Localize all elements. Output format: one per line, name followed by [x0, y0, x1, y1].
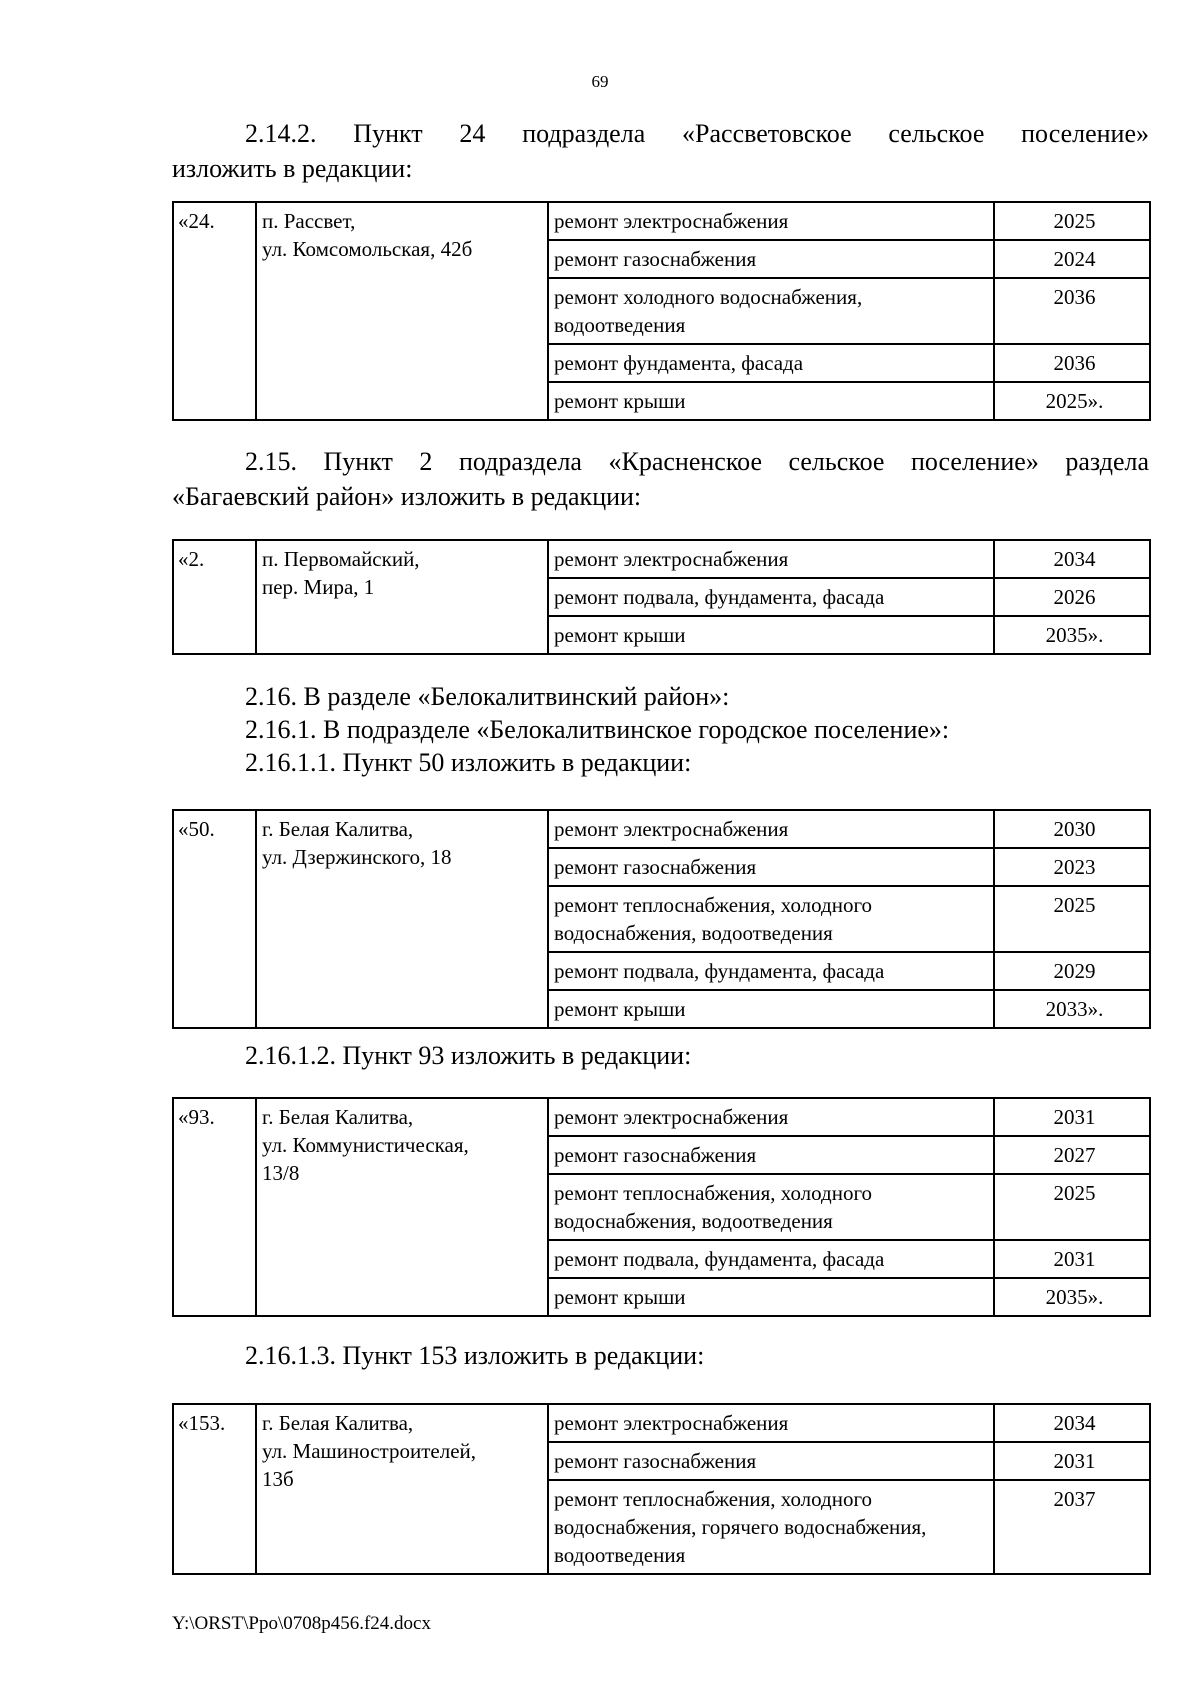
work-cell: ремонт крыши	[548, 616, 994, 654]
year-cell: 2023	[994, 848, 1150, 886]
year-cell: 2034	[994, 1404, 1150, 1442]
year-cell: 2035».	[994, 616, 1150, 654]
year-cell: 2031	[994, 1442, 1150, 1480]
address-line: г. Белая Калитва,	[262, 1411, 414, 1435]
work-cell: ремонт теплоснабжения, холодного водоснабжения, горячего водоснабжения, водоотведения	[548, 1480, 994, 1574]
address-line: ул. Дзержинского, 18	[262, 845, 452, 869]
year-cell: 2036	[994, 344, 1150, 382]
work-cell: ремонт подвала, фундамента, фасада	[548, 1240, 994, 1278]
work-cell: ремонт холодного водоснабжения, водоотведения	[548, 278, 994, 344]
address-line: пер. Мира, 1	[262, 575, 375, 599]
year-cell: 2030	[994, 810, 1150, 848]
table-row	[173, 1404, 1150, 1442]
year-cell: 2029	[994, 952, 1150, 990]
work-cell: ремонт теплоснабжения, холодного водоснабжения, водоотведения	[548, 1174, 994, 1240]
year-cell: 2024	[994, 240, 1150, 278]
footer-file-path: Y:\ORST\Ppo\0708p456.f24.docx	[172, 1613, 431, 1634]
work-cell: ремонт фундамента, фасада	[548, 344, 994, 382]
table-item-153	[172, 1403, 1151, 1575]
address-line: 13/8	[262, 1161, 300, 1185]
work-cell: ремонт газоснабжения	[548, 1136, 994, 1174]
address-cell	[256, 202, 548, 420]
work-cell: ремонт подвала, фундамента, фасада	[548, 578, 994, 616]
paragraph-line: 2.15. Пункт 2 подраздела «Красненское сельское поселение» раздела	[245, 447, 1149, 476]
address-line: п. Первомайский,	[262, 547, 420, 571]
work-cell: ремонт электроснабжения	[548, 540, 994, 578]
table-row	[173, 202, 1150, 240]
page-number: 69	[591, 72, 609, 91]
year-cell: 2033».	[994, 990, 1150, 1028]
table-item-24	[172, 201, 1151, 421]
item-number: «153.	[173, 1404, 256, 1574]
heading-2-16-1-2: 2.16.1.2. Пункт 93 изложить в редакции:	[245, 1041, 692, 1070]
address-line: 13б	[262, 1467, 294, 1491]
address-line: п. Рассвет,	[262, 209, 356, 233]
year-cell: 2037	[994, 1480, 1150, 1574]
address-line: ул. Коммунистическая,	[262, 1133, 469, 1157]
address-cell	[256, 1098, 548, 1316]
item-number: «93.	[173, 1098, 256, 1316]
paragraph-line: «Багаевский район» изложить в редакции:	[172, 482, 642, 511]
work-cell: ремонт электроснабжения	[548, 1404, 994, 1442]
table-row	[173, 810, 1150, 848]
table-row	[173, 1098, 1150, 1136]
year-cell: 2025».	[994, 382, 1150, 420]
year-cell: 2035».	[994, 1278, 1150, 1316]
year-cell: 2031	[994, 1098, 1150, 1136]
heading-2-16-1-3: 2.16.1.3. Пункт 153 изложить в редакции:	[245, 1341, 705, 1370]
work-cell: ремонт теплоснабжения, холодного водоснабжения, водоотведения	[548, 886, 994, 952]
address-line: г. Белая Калитва,	[262, 1105, 414, 1129]
table-item-50	[172, 809, 1151, 1029]
work-cell: ремонт газоснабжения	[548, 240, 994, 278]
item-number: «24.	[173, 202, 256, 420]
address-cell	[256, 540, 548, 654]
item-number: «50.	[173, 810, 256, 1028]
work-cell: ремонт крыши	[548, 1278, 994, 1316]
work-cell: ремонт крыши	[548, 382, 994, 420]
heading-2-16-1-1: 2.16.1.1. Пункт 50 изложить в редакции:	[245, 748, 692, 777]
year-cell: 2026	[994, 578, 1150, 616]
heading-2-16-1: 2.16.1. В подразделе «Белокалитвинское городское поселение»:	[245, 715, 950, 744]
address-cell	[256, 810, 548, 1028]
table-item-93	[172, 1097, 1151, 1317]
work-cell: ремонт газоснабжения	[548, 1442, 994, 1480]
year-cell: 2025	[994, 1174, 1150, 1240]
table-row	[173, 540, 1150, 578]
paragraph-2-14-2	[172, 116, 1149, 186]
address-line: ул. Машиностроителей,	[262, 1439, 476, 1463]
work-cell: ремонт крыши	[548, 990, 994, 1028]
address-cell	[256, 1404, 548, 1574]
paragraph-line: 2.14.2. Пункт 24 подраздела «Рассветовское сельское поселение»	[245, 119, 1149, 148]
work-cell: ремонт подвала, фундамента, фасада	[548, 952, 994, 990]
year-cell: 2031	[994, 1240, 1150, 1278]
paragraph-line: изложить в редакции:	[172, 154, 413, 183]
year-cell: 2027	[994, 1136, 1150, 1174]
work-cell: ремонт электроснабжения	[548, 202, 994, 240]
work-cell: ремонт газоснабжения	[548, 848, 994, 886]
table-item-2	[172, 539, 1151, 655]
year-cell: 2025	[994, 202, 1150, 240]
address-line: г. Белая Калитва,	[262, 817, 414, 841]
paragraph-2-15	[172, 444, 1149, 514]
year-cell: 2034	[994, 540, 1150, 578]
year-cell: 2025	[994, 886, 1150, 952]
address-line: ул. Комсомольская, 42б	[262, 237, 473, 261]
heading-2-16: 2.16. В разделе «Белокалитвинский район»:	[245, 682, 730, 711]
item-number: «2.	[173, 540, 256, 654]
work-cell: ремонт электроснабжения	[548, 1098, 994, 1136]
year-cell: 2036	[994, 278, 1150, 344]
work-cell: ремонт электроснабжения	[548, 810, 994, 848]
